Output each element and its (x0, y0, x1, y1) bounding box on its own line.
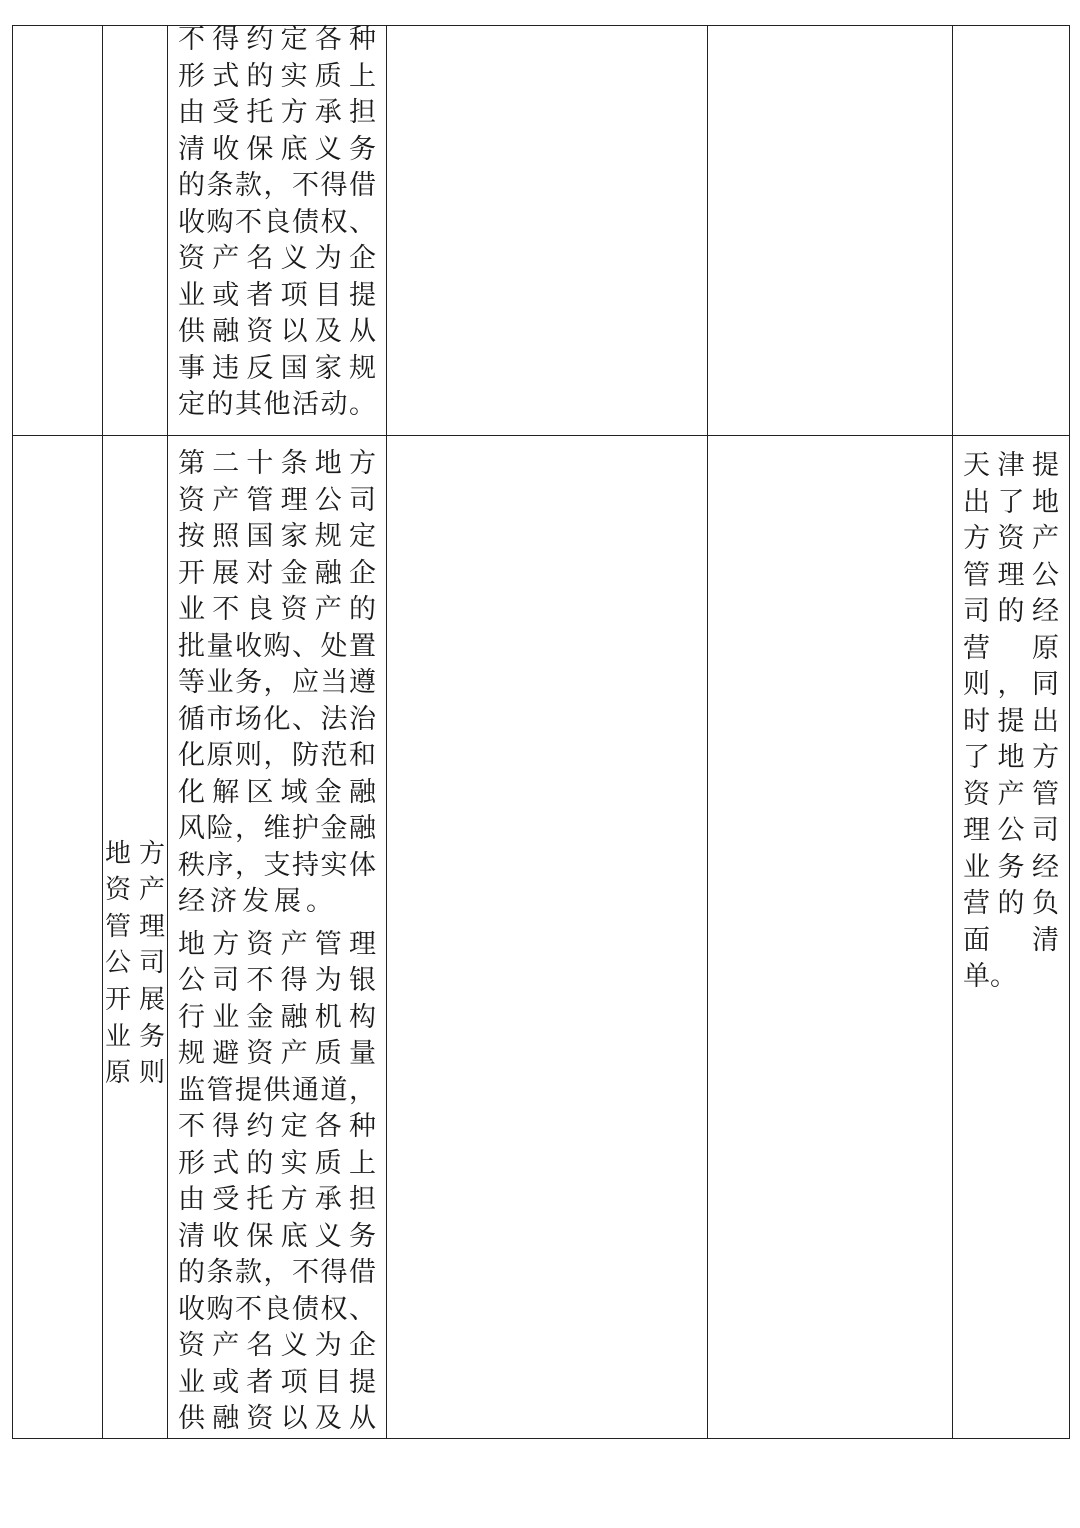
table-cell-empty (13, 436, 103, 1439)
text-line: 事违反国家规 (178, 352, 376, 384)
text-line: 收购不良债权、 (178, 206, 376, 238)
table-cell-empty (387, 436, 708, 1439)
text-line: 业务 (105, 1021, 165, 1052)
category-label (105, 836, 165, 1092)
text-line: 司的经 (963, 596, 1059, 627)
table-cell-empty (708, 436, 953, 1439)
text-line: 形式的实质上 (178, 60, 376, 92)
provision-paragraph-2 (178, 927, 376, 1438)
text-line: 理公司 (963, 815, 1059, 846)
text-line: 天津提 (963, 450, 1059, 481)
text-line: 由受托方承担 (178, 97, 376, 128)
table-cell-empty (953, 26, 1070, 436)
text-line: 业务经 (963, 851, 1059, 883)
table-row (13, 26, 1070, 436)
text-line: 清收保底义务 (178, 1220, 376, 1252)
table-cell-empty (13, 26, 103, 436)
text-line: 方资产 (963, 523, 1059, 554)
text-line: 业不良资产的 (178, 594, 376, 625)
text-line: 批量收购、处置 (178, 630, 376, 662)
text-line: 了地方 (963, 742, 1059, 773)
text-line: 的条款，不得借 (178, 170, 376, 201)
text-line: 地方 (105, 838, 165, 869)
text-line: 资产名义为企 (178, 243, 376, 274)
text-line: 风险，维护金融 (178, 813, 376, 844)
text-line: 等业务，应当遵 (178, 667, 376, 698)
text-line: 清收保底义务 (178, 133, 376, 165)
text-line: 经济发展。 (178, 886, 338, 917)
text-line: 的条款，不得借 (178, 1257, 376, 1288)
text-line: 资产名义为企 (178, 1330, 376, 1361)
text-line: 资产 (105, 875, 165, 906)
text-line: 收购不良债权、 (178, 1293, 376, 1325)
text-line: 第二十条地方 (178, 448, 376, 479)
text-line: 面 清 (963, 924, 1059, 956)
text-line: 监管提供通道， (178, 1074, 376, 1106)
text-line: 出了地 (963, 486, 1059, 518)
text-line: 原则 (105, 1058, 165, 1089)
text-line: 形式的实质上 (178, 1147, 376, 1179)
text-line: 开展 (105, 985, 165, 1016)
text-line: 单。 (963, 961, 1017, 992)
text-line: 不得约定各种 (178, 24, 376, 55)
table-cell-empty (708, 26, 953, 436)
text-line: 则，同 (963, 669, 1059, 700)
text-line: 营 原 (963, 632, 1059, 664)
text-line: 营的负 (963, 888, 1059, 919)
text-line: 时提出 (963, 705, 1059, 737)
text-line: 化解区域金融 (178, 776, 376, 808)
document-table (12, 25, 1070, 1439)
text-line: 公司不得为银 (178, 965, 376, 996)
text-line: 由受托方承担 (178, 1184, 376, 1215)
provision-paragraph-1 (178, 446, 376, 921)
provision-text (178, 22, 376, 424)
text-line: 业或者项目提 (178, 1366, 376, 1398)
remark-text (963, 448, 1059, 996)
text-line: 行业金融机构 (178, 1001, 376, 1033)
table-cell-empty (387, 26, 708, 436)
text-line: 公司 (105, 948, 165, 979)
table-cell-category (103, 436, 168, 1439)
table-cell-provision-text (168, 436, 387, 1439)
text-line: 秩序，支持实体 (178, 849, 376, 881)
text-line: 化原则，防范和 (178, 740, 376, 771)
text-line: 循市场化、法治 (178, 703, 376, 735)
text-line: 供融资以及从 (178, 1403, 376, 1434)
table-cell-empty (103, 26, 168, 436)
text-line: 资产管理公司 (178, 484, 376, 516)
text-line: 资产管 (963, 778, 1059, 810)
text-line: 地方资产管理 (178, 928, 376, 960)
text-line: 规避资产质量 (178, 1038, 376, 1069)
text-line: 开展对金融企 (178, 557, 376, 589)
text-line: 定的其他活动。 (178, 389, 376, 420)
table-cell-remark (953, 436, 1070, 1439)
table-row (13, 436, 1070, 1439)
text-line: 管理 (105, 911, 165, 942)
text-line: 按照国家规定 (178, 521, 376, 552)
text-line: 管理公 (963, 559, 1059, 591)
text-line: 供融资以及从 (178, 316, 376, 347)
table-cell-provision-text (168, 26, 387, 436)
text-line: 业或者项目提 (178, 279, 376, 311)
text-line: 不得约定各种 (178, 1111, 376, 1142)
